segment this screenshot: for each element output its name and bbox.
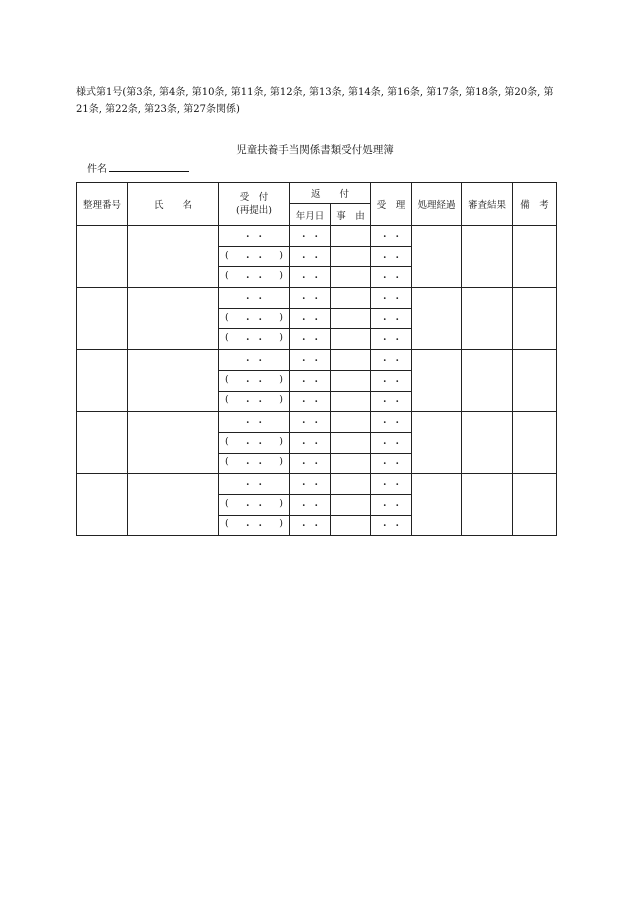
cell-jiyu xyxy=(331,494,371,515)
cell-juri xyxy=(371,308,412,329)
cell-seiri xyxy=(77,226,128,288)
paren-wrap xyxy=(219,394,289,408)
date-dots: ・ ・ xyxy=(380,438,403,450)
cell-kekka xyxy=(462,412,513,474)
date-dots: ・ ・ xyxy=(298,293,322,305)
cell-jiyu xyxy=(331,474,371,495)
header-seiri: 整理番号 xyxy=(77,183,128,226)
cell-keika xyxy=(412,350,462,412)
date-dots: ・ ・ xyxy=(380,418,403,430)
cell-juri xyxy=(371,432,412,453)
cell-nengappi xyxy=(290,412,331,433)
paren-open: ( xyxy=(225,249,229,261)
paren-open: ( xyxy=(225,373,229,385)
form-header: 様式第1号(第3条, 第4条, 第10条, 第11条, 第12条, 第13条, 第14条, 第16条, 第17条, 第18条, 第20条, 第21条, 第22条, 第23条, 第27条関係) xyxy=(76,87,554,115)
paren-open: ( xyxy=(225,435,229,447)
date-dots: ・ ・ xyxy=(298,231,322,243)
paren-wrap xyxy=(219,270,289,284)
table-row xyxy=(77,412,557,433)
date-dots: ・ ・ xyxy=(242,438,266,450)
cell-nengappi xyxy=(290,494,331,515)
date-dots: ・ ・ xyxy=(380,397,403,409)
document-title: 児童扶養手当関係書類受付処理簿 xyxy=(236,144,394,156)
subject-field xyxy=(87,160,189,175)
header-jiyu: 事 由 xyxy=(331,204,371,226)
date-dots: ・ ・ xyxy=(298,314,322,326)
cell-jiyu xyxy=(331,370,371,391)
cell-nengappi xyxy=(290,267,331,288)
paren-close: ) xyxy=(279,518,283,530)
cell-seiri xyxy=(77,412,128,474)
cell-nengappi xyxy=(290,308,331,329)
cell-nengappi xyxy=(290,329,331,350)
cell-biko xyxy=(513,226,557,288)
cell-shimei xyxy=(128,412,219,474)
cell-jiyu xyxy=(331,329,371,350)
cell-juri xyxy=(371,370,412,391)
cell-shimei xyxy=(128,350,219,412)
cell-shimei xyxy=(128,226,219,288)
date-dots: ・ ・ xyxy=(242,252,266,264)
cell-nengappi xyxy=(290,246,331,267)
cell-juri xyxy=(371,288,412,309)
date-dots: ・ ・ xyxy=(298,355,322,367)
date-dots: ・ ・ xyxy=(298,273,322,285)
cell-jiyu xyxy=(331,515,371,536)
date-dots: ・ ・ xyxy=(298,335,322,347)
header-keika: 処理経過 xyxy=(412,183,462,226)
paren-close: ) xyxy=(279,249,283,261)
paren-wrap xyxy=(219,436,289,450)
cell-nengappi xyxy=(290,370,331,391)
cell-shimei xyxy=(128,288,219,350)
cell-juri xyxy=(371,494,412,515)
paren-close: ) xyxy=(279,394,283,406)
table-row xyxy=(77,226,557,247)
cell-nengappi xyxy=(290,226,331,247)
cell-juri xyxy=(371,246,412,267)
date-dots: ・ ・ xyxy=(298,500,322,512)
paren-close: ) xyxy=(279,373,283,385)
cell-keika xyxy=(412,474,462,536)
cell-uketsuke xyxy=(219,308,290,329)
date-dots: ・ ・ xyxy=(242,500,266,512)
date-dots: ・ ・ xyxy=(242,293,266,305)
cell-uketsuke xyxy=(219,370,290,391)
cell-kekka xyxy=(462,288,513,350)
date-dots: ・ ・ xyxy=(380,231,403,243)
date-dots: ・ ・ xyxy=(298,397,322,409)
cell-juri xyxy=(371,412,412,433)
header-juri: 受 理 xyxy=(371,183,412,226)
cell-uketsuke xyxy=(219,226,290,247)
cell-seiri xyxy=(77,288,128,350)
paren-open: ( xyxy=(225,456,229,468)
date-dots: ・ ・ xyxy=(242,231,266,243)
date-dots: ・ ・ xyxy=(380,521,403,533)
cell-keika xyxy=(412,288,462,350)
cell-nengappi xyxy=(290,350,331,371)
cell-uketsuke xyxy=(219,288,290,309)
paren-open: ( xyxy=(225,497,229,509)
table-row xyxy=(77,288,557,309)
date-dots: ・ ・ xyxy=(242,335,266,347)
date-dots: ・ ・ xyxy=(380,355,403,367)
cell-nengappi xyxy=(290,288,331,309)
paren-close: ) xyxy=(279,435,283,447)
date-dots: ・ ・ xyxy=(380,293,403,305)
header-nengappi: 年月日 xyxy=(290,204,331,226)
date-dots: ・ ・ xyxy=(242,355,266,367)
cell-seiri xyxy=(77,474,128,536)
date-dots: ・ ・ xyxy=(242,397,266,409)
date-dots: ・ ・ xyxy=(298,521,322,533)
cell-jiyu xyxy=(331,432,371,453)
date-dots: ・ ・ xyxy=(242,459,266,471)
cell-biko xyxy=(513,288,557,350)
cell-jiyu xyxy=(331,226,371,247)
paren-close: ) xyxy=(279,332,283,344)
paren-close: ) xyxy=(279,270,283,282)
paren-wrap xyxy=(219,374,289,388)
cell-juri xyxy=(371,267,412,288)
paren-wrap xyxy=(219,498,289,512)
date-dots: ・ ・ xyxy=(380,480,403,492)
date-dots: ・ ・ xyxy=(380,459,403,471)
cell-uketsuke xyxy=(219,453,290,474)
paren-wrap xyxy=(219,456,289,470)
subject-underline xyxy=(109,162,189,172)
cell-juri xyxy=(371,391,412,412)
date-dots: ・ ・ xyxy=(242,273,266,285)
date-dots: ・ ・ xyxy=(380,335,403,347)
cell-nengappi xyxy=(290,453,331,474)
paren-open: ( xyxy=(225,394,229,406)
cell-jiyu xyxy=(331,350,371,371)
date-dots: ・ ・ xyxy=(380,314,403,326)
date-dots: ・ ・ xyxy=(298,480,322,492)
cell-kekka xyxy=(462,226,513,288)
cell-keika xyxy=(412,226,462,288)
cell-seiri xyxy=(77,350,128,412)
cell-nengappi xyxy=(290,432,331,453)
cell-keika xyxy=(412,412,462,474)
cell-uketsuke xyxy=(219,246,290,267)
cell-juri xyxy=(371,453,412,474)
paren-close: ) xyxy=(279,456,283,468)
cell-jiyu xyxy=(331,288,371,309)
cell-jiyu xyxy=(331,246,371,267)
cell-nengappi xyxy=(290,515,331,536)
cell-nengappi xyxy=(290,474,331,495)
date-dots: ・ ・ xyxy=(298,459,322,471)
paren-wrap xyxy=(219,518,289,532)
cell-biko xyxy=(513,350,557,412)
header-henpu: 返 付 xyxy=(290,183,371,204)
date-dots: ・ ・ xyxy=(298,252,322,264)
cell-biko xyxy=(513,474,557,536)
cell-shimei xyxy=(128,474,219,536)
header-biko: 備 考 xyxy=(513,183,557,226)
cell-jiyu xyxy=(331,453,371,474)
cell-juri xyxy=(371,515,412,536)
date-dots: ・ ・ xyxy=(298,376,322,388)
cell-juri xyxy=(371,350,412,371)
date-dots: ・ ・ xyxy=(380,252,403,264)
cell-juri xyxy=(371,226,412,247)
cell-uketsuke xyxy=(219,267,290,288)
cell-kekka xyxy=(462,350,513,412)
paren-close: ) xyxy=(279,497,283,509)
subject-label: 件名 xyxy=(87,164,107,175)
paren-open: ( xyxy=(225,332,229,344)
date-dots: ・ ・ xyxy=(242,521,266,533)
date-dots: ・ ・ xyxy=(242,480,266,492)
cell-uketsuke xyxy=(219,329,290,350)
date-dots: ・ ・ xyxy=(298,418,322,430)
cell-uketsuke xyxy=(219,474,290,495)
ledger-body xyxy=(77,226,557,536)
paren-wrap xyxy=(219,312,289,326)
cell-biko xyxy=(513,412,557,474)
table-row xyxy=(77,350,557,371)
cell-jiyu xyxy=(331,267,371,288)
cell-juri xyxy=(371,474,412,495)
paren-wrap xyxy=(219,332,289,346)
ledger-table xyxy=(76,182,557,536)
header-uketsuke xyxy=(219,183,290,226)
paren-open: ( xyxy=(225,311,229,323)
date-dots: ・ ・ xyxy=(242,376,266,388)
cell-uketsuke xyxy=(219,391,290,412)
table-row xyxy=(77,474,557,495)
cell-uketsuke xyxy=(219,494,290,515)
paren-open: ( xyxy=(225,270,229,282)
cell-uketsuke xyxy=(219,350,290,371)
cell-uketsuke xyxy=(219,432,290,453)
paren-close: ) xyxy=(279,311,283,323)
date-dots: ・ ・ xyxy=(380,376,403,388)
date-dots: ・ ・ xyxy=(298,438,322,450)
date-dots: ・ ・ xyxy=(380,273,403,285)
cell-juri xyxy=(371,329,412,350)
cell-jiyu xyxy=(331,308,371,329)
header-uketsuke-main: 受 付 xyxy=(239,192,269,203)
cell-jiyu xyxy=(331,391,371,412)
cell-uketsuke xyxy=(219,412,290,433)
cell-nengappi xyxy=(290,391,331,412)
header-uketsuke-sub: (再提出) xyxy=(236,205,272,216)
header-kekka: 審査結果 xyxy=(462,183,513,226)
date-dots: ・ ・ xyxy=(242,314,266,326)
date-dots: ・ ・ xyxy=(380,500,403,512)
paren-wrap xyxy=(219,250,289,264)
cell-jiyu xyxy=(331,412,371,433)
cell-uketsuke xyxy=(219,515,290,536)
date-dots: ・ ・ xyxy=(242,418,266,430)
header-shimei: 氏 名 xyxy=(128,183,219,226)
paren-open: ( xyxy=(225,518,229,530)
cell-kekka xyxy=(462,474,513,536)
